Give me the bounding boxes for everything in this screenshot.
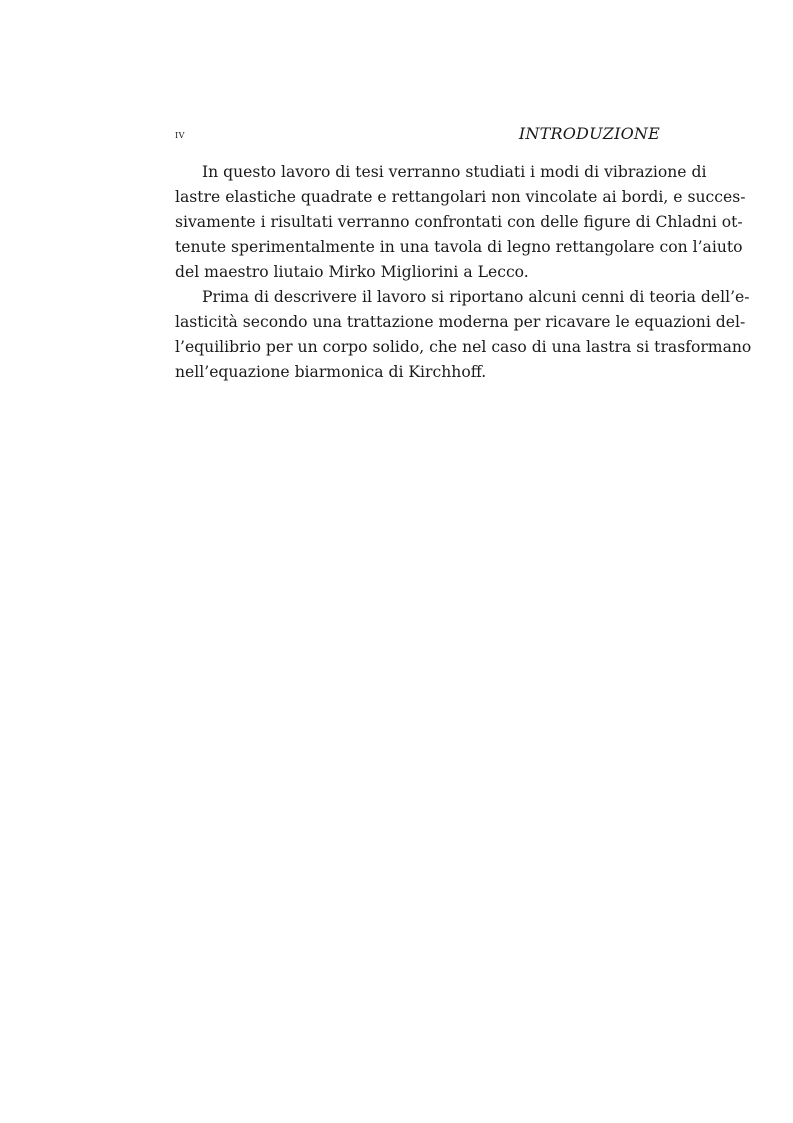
- text-line: nell’equazione biarmonica di Kirchhoff.: [175, 363, 487, 381]
- text-line: tenute sperimentalmente in una tavola di legno rettangolare con l’aiuto: [175, 238, 743, 256]
- text-line: In questo lavoro di tesi verranno studiati i modi di vibrazione di: [202, 163, 707, 181]
- paragraph-2: [175, 285, 752, 385]
- paragraph-1: [175, 160, 746, 285]
- text-line: lasticità secondo una trattazione moderna per ricavare le equazioni del-: [175, 313, 746, 331]
- page-number: iv: [175, 128, 185, 141]
- text-line: lastre elastiche quadrate e rettangolari non vincolate ai bordi, e succes-: [175, 188, 746, 206]
- text-line: l’equilibrio per un corpo solido, che nel caso di una lastra si trasformano: [175, 338, 752, 356]
- running-header: [175, 124, 660, 146]
- text-line: Prima di descrivere il lavoro si riportano alcuni cenni di teoria dell’e-: [202, 288, 750, 306]
- text-line: del maestro liutaio Mirko Migliorini a Lecco.: [175, 263, 529, 281]
- text-line: sivamente i risultati verranno confrontati con delle figure di Chladni ot-: [175, 213, 743, 231]
- chapter-title: INTRODUZIONE: [518, 124, 660, 143]
- body-text: [175, 160, 752, 385]
